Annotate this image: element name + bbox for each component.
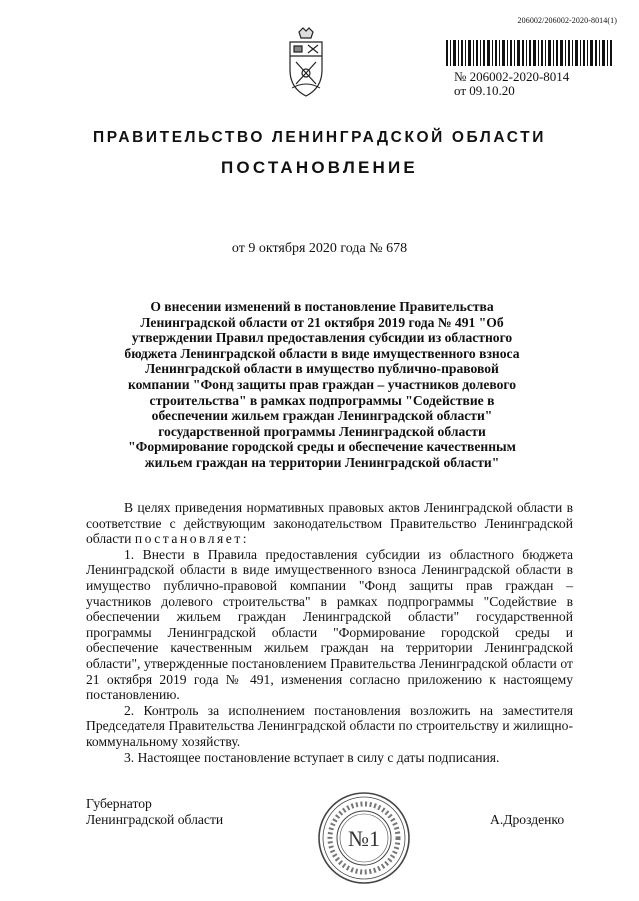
government-title: ПРАВИТЕЛЬСТВО ЛЕНИНГРАДСКОЙ ОБЛАСТИ bbox=[93, 129, 546, 146]
seal-number: №1 bbox=[348, 826, 380, 851]
preamble-paragraph bbox=[86, 500, 573, 547]
round-seal-icon bbox=[316, 790, 412, 886]
item-3-paragraph: 3. Настоящее постановление вступает в силу с даты подписания. bbox=[124, 749, 500, 765]
signer-title bbox=[86, 796, 223, 828]
item-1-paragraph: 1. Внести в Правила предоставления субсидии из областного бюджета Ленинградской области в виде имущественного взноса Ленинградской области в имущество публично-правовой компании "Фонд защиты прав граждан – участников долевого строительства" в рамках подпрограммы "Содействие в обеспечении жильем граждан Ленинградской области" государственной программы Ленинградской области "Формирование городской среды и обеспечение качественным жильем граждан на территории Ленинградской области", утвержденные постановлением Правительства Ленинградской области от 21 октября 2019 года № 491, изменения согласно приложению к настоящему постановлению. bbox=[86, 546, 573, 703]
resolves-word: постановляет: bbox=[134, 531, 250, 547]
signer-name: А.Дрозденко bbox=[490, 812, 565, 827]
document-type: ПОСТАНОВЛЕНИЕ bbox=[221, 158, 418, 177]
registration-number: № 206002-2020-8014 bbox=[454, 69, 570, 84]
registration-date: от 09.10.20 bbox=[454, 83, 515, 98]
decree-date-number: от 9 октября 2020 года № 678 bbox=[231, 241, 408, 256]
decree-body bbox=[86, 500, 573, 765]
preamble-text: В целях приведения нормативных правовых актов Ленинградской области в соответствие с действующим законодательством Правительство Ленинградской области bbox=[86, 500, 573, 547]
document-code: 206002/206002-2020-8014(1) bbox=[517, 16, 617, 25]
decree-subject: О внесении изменений в постановление Правительства Ленинградской области от 21 октября 2019 года № 491 "Об утверждении Правил предоставления субсидии из областного бюджета Ленинградской области в виде имущественного взноса Ленинградской области в имущество публично-правовой компании "Фонд защиты прав граждан – участников долевого строительства" в рамках подпрограммы "Содействие в обеспечении жильем граждан Ленинградской области" государственной программы Ленинградской области "Формирование городской среды и обеспечение качественным жильем граждан на территории Ленинградской области" bbox=[124, 299, 520, 470]
signer-title-line-2: Ленинградской области bbox=[86, 812, 224, 827]
barcode-icon bbox=[446, 40, 614, 66]
item-2-paragraph: 2. Контроль за исполнением постановления возложить на заместителя Председателя Правительства Ленинградской области по строительству и жилищно-коммунальному хозяйству. bbox=[86, 702, 573, 749]
coat-of-arms-icon bbox=[282, 26, 330, 98]
signer-title-line-1: Губернатор bbox=[86, 796, 152, 811]
